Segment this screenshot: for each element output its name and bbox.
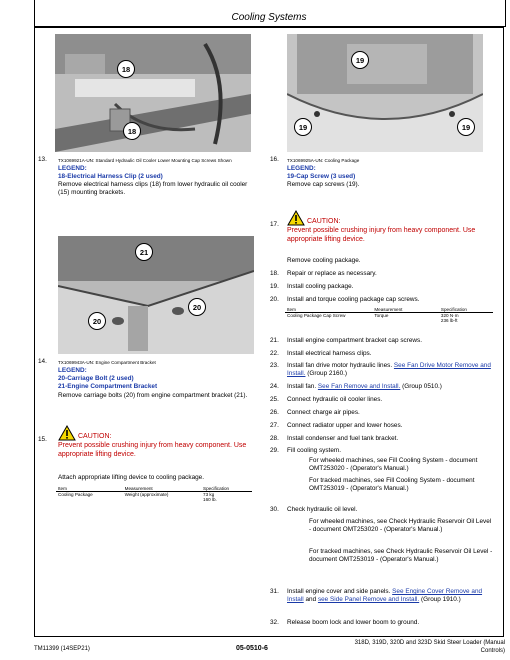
step-text: Remove cooling package. — [287, 257, 361, 264]
section-title: Cooling Systems — [231, 12, 307, 23]
step-number: 23. — [270, 362, 279, 369]
step-text: Remove cap screws (19). — [287, 181, 360, 188]
step-subtext: For wheeled machines, see Fill Cooling System - document OMT253020 - (Operator's Manual.) — [309, 457, 478, 473]
spec-table — [56, 486, 252, 502]
footer-doc-id: TM11399 (14SEP21) — [34, 646, 90, 652]
spec-header: Specification — [439, 307, 493, 313]
step-number: 25. — [270, 396, 279, 403]
link-side-panel[interactable]: see Side Panel Remove and Install. — [317, 596, 420, 604]
legend-title: LEGEND: — [58, 367, 87, 374]
link-fan-remove-install[interactable]: See Fan Remove and Install. — [317, 383, 401, 390]
legend-title: LEGEND: — [287, 165, 316, 172]
spec-cell: 320 N·m — [440, 313, 459, 318]
callout-19-left: 19 — [294, 118, 312, 136]
torque-table — [285, 307, 493, 323]
step-text: Install condenser and fuel tank bracket. — [287, 435, 399, 442]
step-text: Repair or replace as necessary. — [287, 270, 377, 277]
step-text-joiner: and — [305, 596, 317, 604]
step-text: Attach appropriate lifting device to cooling package. — [58, 474, 205, 481]
spec-cell: Weight (approximate) — [124, 492, 169, 497]
step-text: Install engine compartment bracket cap screws. — [287, 337, 422, 344]
step-text: Remove electrical harness clips (18) from lower hydraulic oil cooler (15) mounting brackets. — [58, 181, 248, 197]
step-text: Fill cooling system. — [287, 447, 341, 454]
step-text: Release boom lock and lower boom to ground. — [287, 619, 420, 626]
step-number: 17. — [270, 221, 279, 228]
step-number: 26. — [270, 409, 279, 416]
step-text: Connect hydraulic oil cooler lines. — [287, 396, 383, 403]
step-number: 14. — [38, 358, 47, 365]
legend-title: LEGEND: — [58, 165, 87, 172]
photo-engine-bracket — [58, 236, 254, 354]
footer-page-number: 05-0510-6 — [236, 645, 268, 652]
spec-header: Specification — [201, 486, 252, 492]
spec-header: Measurement — [372, 307, 439, 313]
step-subtext: For tracked machines, see Fill Cooling System - document OMT253019 - (Operator's Manual.) — [309, 477, 475, 493]
step-text-with-link — [287, 588, 497, 604]
caution-title: CAUTION: — [78, 433, 112, 440]
step-number: 13. — [38, 156, 47, 163]
step-number: 16. — [270, 156, 279, 163]
step-number: 15. — [38, 436, 47, 443]
step-text: Install fan. — [287, 383, 317, 390]
link-fan-drive-motor[interactable]: See Fan Drive Motor Remove and Install. — [287, 362, 491, 378]
step-text: Install electrical harness clips. — [287, 350, 372, 357]
legend-item: 20-Carriage Bolt (2 used) — [58, 375, 134, 382]
photo-oil-cooler-clips-art — [55, 34, 251, 152]
spec-header: Item — [56, 486, 123, 492]
spec-cell: Cooling Package Cap Screw — [287, 313, 346, 318]
step-number: 32. — [270, 619, 279, 626]
spec-header: Item — [285, 307, 372, 313]
spec-cell: Torque — [374, 313, 389, 318]
step-number: 24. — [270, 383, 279, 390]
callout-20-left: 20 — [88, 312, 106, 330]
legend-item: 19-Cap Screw (3 used) — [287, 173, 356, 180]
footer-title-line2: Controls) — [480, 648, 505, 654]
step-text: Install and torque cooling package cap screws. — [287, 296, 420, 303]
step-text: Install cooling package. — [287, 283, 354, 290]
figure-caption: TX1069921A-UN: Standard Hydraulic Oil Cooler Lower Mounting Cap Screws Shown — [58, 158, 232, 163]
step-text: Connect radiator upper and lower hoses. — [287, 422, 403, 429]
spec-cell: Cooling Package — [58, 492, 93, 497]
step-number: 27. — [270, 422, 279, 429]
group-ref: (Group 2160.) — [307, 370, 348, 378]
spec-header: Measurement — [123, 486, 201, 492]
step-number: 19. — [270, 283, 279, 290]
callout-19-top: 19 — [351, 51, 369, 69]
step-text-with-link — [287, 362, 497, 378]
step-text: Install fan drive motor hydraulic lines. — [287, 362, 393, 369]
caution-title: CAUTION: — [307, 218, 341, 225]
step-number: 29. — [270, 447, 279, 454]
callout-20-right: 20 — [188, 298, 206, 316]
footer-title-line1: 318D, 319D, 320D and 323D Skid Steer Loader (Manual — [354, 640, 505, 646]
link-engine-cover[interactable]: See Engine Cover Remove and Install — [287, 588, 483, 604]
photo-engine-bracket-art — [58, 236, 254, 354]
callout-19-right: 19 — [457, 118, 475, 136]
step-number: 18. — [270, 270, 279, 277]
spec-cell: 160 lb. — [203, 497, 217, 502]
caution-text: Prevent possible crushing injury from heavy component. Use appropriate lifting device. — [58, 442, 247, 458]
step-text-with-link — [287, 383, 497, 391]
photo-oil-cooler-clips — [55, 34, 251, 152]
figure-caption: TX1069943A-UN: Engine Compartment Bracket — [58, 360, 156, 365]
step-text: Install engine cover and side panels. — [287, 588, 391, 595]
group-ref: (Group 0510.) — [402, 383, 442, 390]
spec-cell: 73 kg — [203, 492, 215, 497]
step-number: 28. — [270, 435, 279, 442]
figure-caption: TX1069925A-UN: Cooling Package — [287, 158, 360, 163]
callout-21: 21 — [135, 243, 153, 261]
callout-18-lower: 18 — [123, 122, 141, 140]
step-number: 21. — [270, 337, 279, 344]
step-number: 30. — [270, 506, 279, 513]
group-ref: (Group 1910.) — [420, 596, 461, 604]
legend-item: 18-Electrical Harness Clip (2 used) — [58, 173, 163, 180]
legend-item: 21-Engine Compartment Bracket — [58, 383, 158, 390]
callout-18-upper: 18 — [117, 60, 135, 78]
warning-icon — [287, 210, 305, 226]
photo-cooling-package-art — [287, 34, 483, 152]
warning-icon — [58, 425, 76, 441]
caution-text: Prevent possible crushing injury from heavy component. Use appropriate lifting device. — [287, 227, 476, 243]
step-text: Check hydraulic oil level. — [287, 506, 358, 513]
step-text: Remove carriage bolts (20) from engine compartment bracket (21). — [58, 392, 248, 399]
step-subtext: For wheeled machines, see Check Hydraulic Reservoir Oil Level - document OMT253020 - (Operator's Manual.) — [309, 518, 492, 534]
step-number: 22. — [270, 350, 279, 357]
spec-cell: 236 lb-ft — [440, 318, 458, 323]
step-number: 20. — [270, 296, 279, 303]
step-subtext: For tracked machines, see Check Hydraulic Reservoir Oil Level - document OMT253019 - (Operator's Manual.) — [309, 548, 493, 564]
step-number: 31. — [270, 588, 279, 595]
step-text: Connect charge air pipes. — [287, 409, 360, 416]
photo-cooling-package — [287, 34, 483, 152]
